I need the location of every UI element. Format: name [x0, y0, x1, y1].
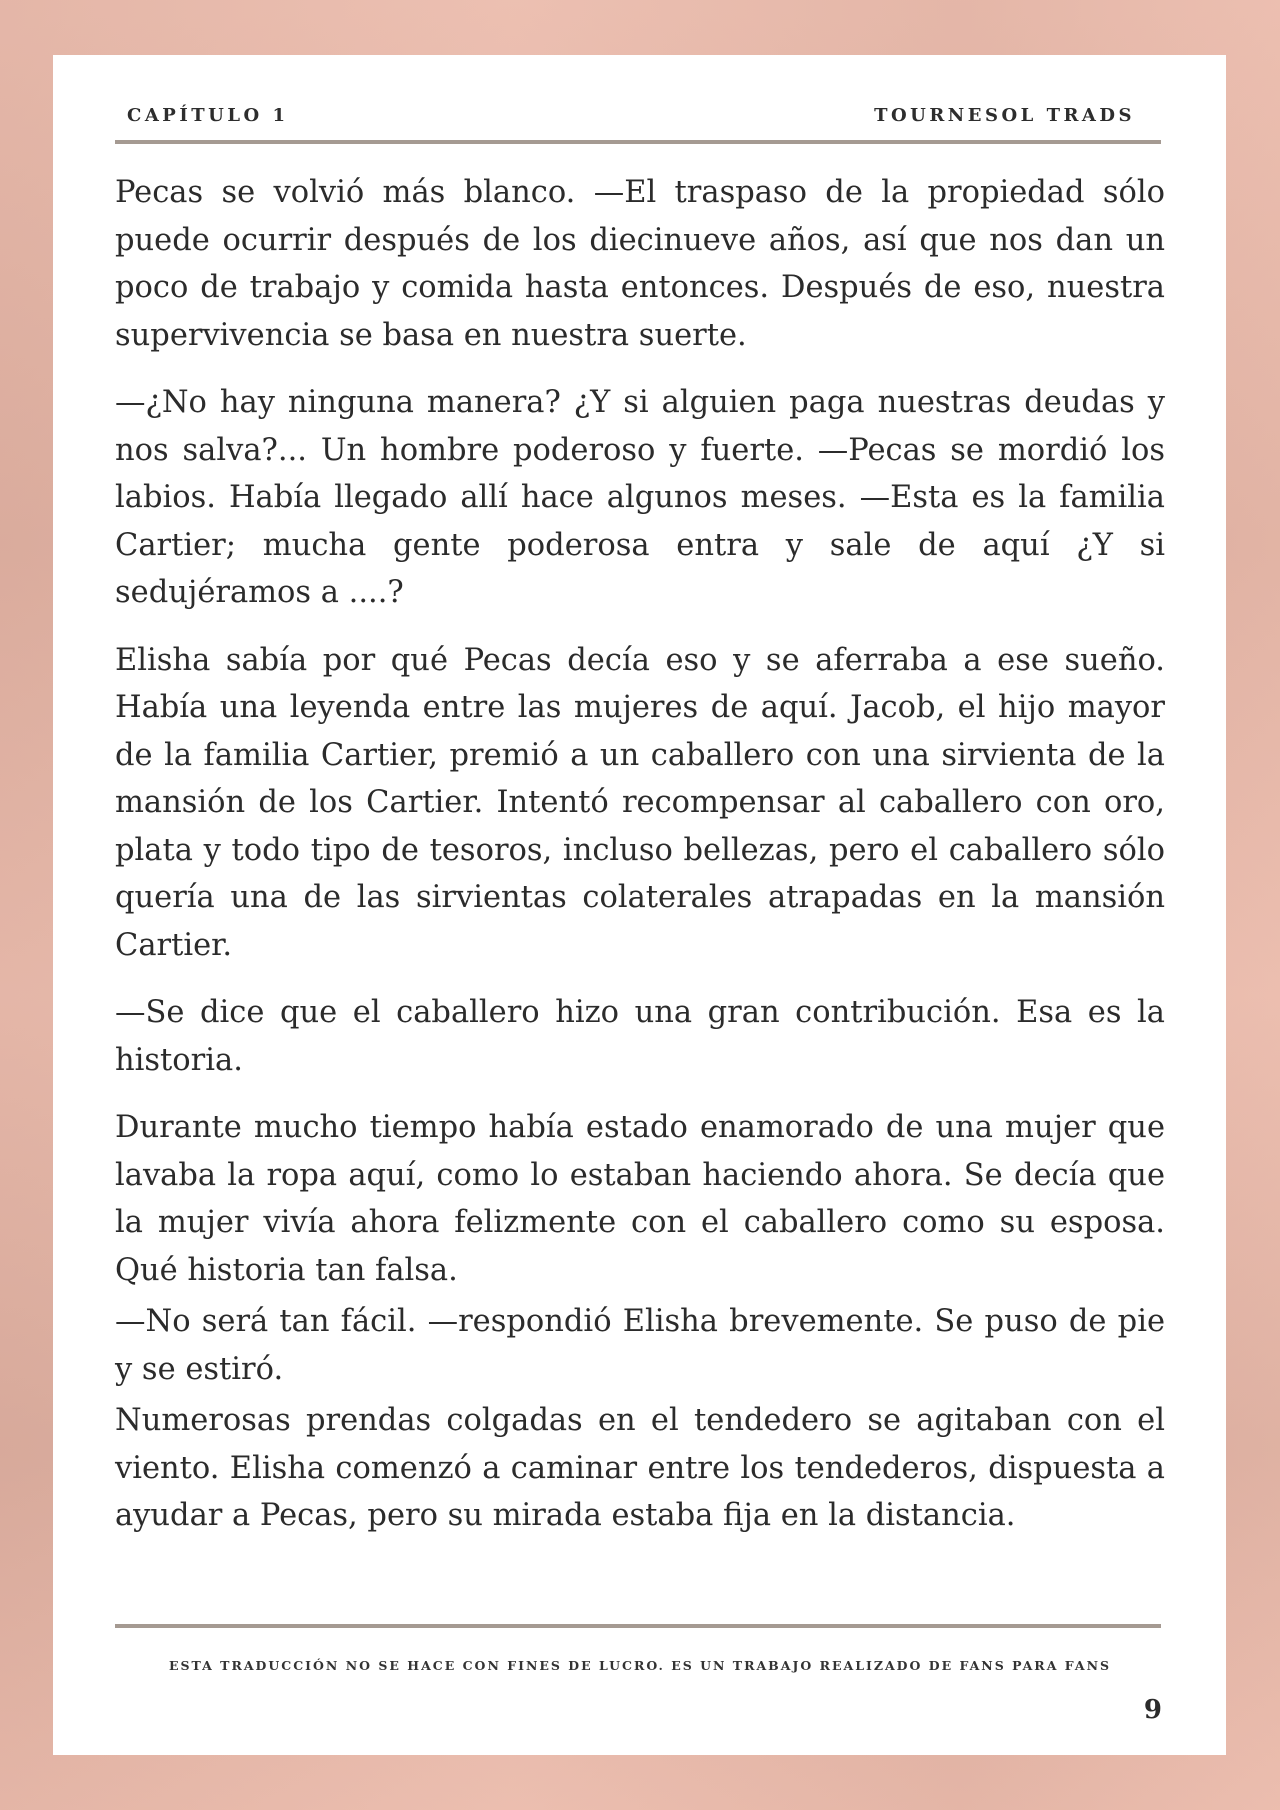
paragraph-3: Elisha sabía por qué Pecas decía eso y se aferraba a ese sueño. Había una leyenda entre las mujeres de aquí. Jacob, el hijo mayor de la familia Cartier, premió a un caballero con una sirvienta de la mansión de los Cartier. Intentó recompensar al caballero con oro, plata y todo tipo de tesoros, incluso bellezas, pero el caballero sólo quería una de las sirvientas colaterales atrapadas en la mansión Cartier. [115, 642, 1165, 963]
page-number: 9 [1143, 1695, 1162, 1725]
paragraph-4: —Se dice que el caballero hizo una gran contribución. Esa es la historia. [115, 995, 1165, 1078]
page-sheet [53, 55, 1226, 1755]
paragraph-1: Pecas se volvió más blanco. —El traspaso de la propiedad sólo puede ocurrir después de los diecinueve años, así que nos dan un poco de trabajo y comida hasta entonces. Después de eso, nuestra supervivencia se basa en nuestra suerte. [115, 175, 1165, 353]
header-divider [115, 140, 1161, 144]
footer-divider [115, 1624, 1161, 1628]
translator-brand: TOURNESOL TRADS [874, 105, 1135, 126]
footer-disclaimer: ESTA TRADUCCIÓN NO SE HACE CON FINES DE LUCRO. ES UN TRABAJO REALIZADO DE FANS PARA FANS [168, 1658, 1112, 1673]
chapter-label: CAPÍTULO 1 [127, 105, 289, 126]
body-text [115, 169, 1165, 1540]
paragraph-7: Numerosas prendas colgadas en el tendedero se agitaban con el viento. Elisha comenzó a caminar entre los tendederos, dispuesta a ayudar a Pecas, pero su mirada estaba fija en la distancia. [115, 1403, 1165, 1533]
paragraph-6: —No será tan fácil. —respondió Elisha brevemente. Se puso de pie y se estiró. [115, 1304, 1165, 1387]
paragraph-2: —¿No hay ninguna manera? ¿Y si alguien paga nuestras deudas y nos salva?... Un hombre poderoso y fuerte. —Pecas se mordió los labios. Había llegado allí hace algunos meses. —Esta es la familia Cartier; mucha gente poderosa entra y sale de aquí ¿Y si sedujéramos a ....? [115, 385, 1165, 610]
running-header [115, 105, 1151, 135]
paragraph-5: Durante mucho tiempo había estado enamorado de una mujer que lavaba la ropa aquí, como lo estaban haciendo ahora. Se decía que la mujer vivía ahora felizmente con el caballero como su esposa. Qué historia tan falsa. [115, 1110, 1165, 1288]
